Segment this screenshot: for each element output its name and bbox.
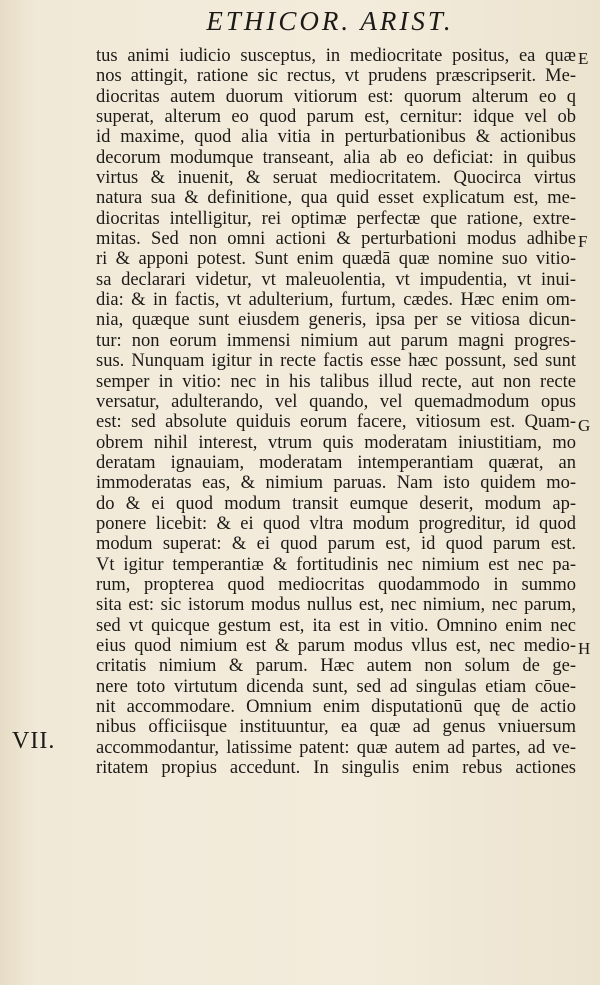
text-line: natura sua & definitione, qua quid esset explicatum est, me- bbox=[96, 188, 576, 209]
text-line: nibus officiisque instituuntur, ea quæ ad genus vniuersum bbox=[96, 717, 576, 738]
text-line: dia: & in factis, vt adulterium, furtum, cædes. Hæc enim om- bbox=[96, 290, 576, 311]
text-line: tus animi iudicio susceptus, in mediocritate positus, ea quæ bbox=[96, 46, 576, 66]
section-letter-h: H bbox=[578, 639, 591, 658]
text-line: obrem nihil interest, vtrum quis moderatam iniustitiam, mo bbox=[96, 432, 576, 453]
text-line: virtus & inuenit, & seruat mediocritatem. Quocirca virtus bbox=[96, 168, 576, 189]
text-line: id maxime, quod alia vitia in perturbationibus & actionibus bbox=[96, 127, 576, 148]
body-text bbox=[96, 46, 576, 778]
text-line: rum, propterea quod mediocritas quodammodo in summo bbox=[96, 574, 576, 595]
text-line: deratam ignauiam, moderatam intemperantiam quærat, an bbox=[96, 452, 576, 473]
text-line: ri & apponi potest. Sunt enim quædā quæ nomine suo vitio- bbox=[96, 249, 576, 270]
text-line: accommodantur, latissime patent: quæ autem ad partes, ad ve- bbox=[96, 737, 576, 758]
text-line: sa declarari videtur, vt maleuolentia, vt impudentia, vt inui- bbox=[96, 269, 576, 290]
section-letter-f: F bbox=[578, 232, 588, 251]
text-line: nit accommodare. Omnium enim disputationū quę de actio bbox=[96, 697, 576, 717]
text-line: nere toto virtutum dicenda sunt, sed ad singulas etiam cōue- bbox=[96, 676, 576, 697]
text-line: decorum modumque transeant, alia ab eo deficiat: in quibus bbox=[96, 147, 576, 168]
text-line: versatur, adulterando, vel quando, vel quemadmodum opus bbox=[96, 391, 576, 412]
text-line: modum superat: & ei quod parum est, id quod parum est. bbox=[96, 534, 576, 555]
text-line: sus. Nunquam igitur in recte factis esse hæc possunt, sed sunt bbox=[96, 351, 576, 372]
text-line: tur: non eorum immensi nimium aut parum magni progres- bbox=[96, 330, 576, 351]
text-line: nos attingit, ratione sic rectus, vt prudens præscripserit. Me- bbox=[96, 66, 576, 87]
section-letter-e: E bbox=[578, 49, 589, 68]
text-line: mitas. Sed non omni actioni & perturbationi modus adhibe bbox=[96, 229, 576, 250]
text-line: do & ei quod modum transit eumque deserit, modum ap- bbox=[96, 493, 576, 514]
running-header: ETHICOR. ARIST. bbox=[206, 6, 454, 36]
text-line: semper in vitio: nec in his talibus illud recte, aut non recte bbox=[96, 371, 576, 392]
text-line: sed vt quicque gestum est, ita est in vitio. Omnino enim nec bbox=[96, 615, 576, 636]
text-line: ponere licebit: & ei quod vltra modum progreditur, id quod bbox=[96, 513, 576, 534]
text-line: diocritas intelligitur, rei optimæ perfectæ que ratione, extre- bbox=[96, 208, 576, 229]
text-line: Vt igitur temperantiæ & fortitudinis nec nimium est nec pa- bbox=[96, 554, 576, 575]
text-line: sita est: sic istorum modus nullus est, nec nimium, nec parum, bbox=[96, 595, 576, 616]
text-line: critatis nimium & parum. Hæc autem non solum de ge- bbox=[96, 656, 576, 677]
text-line: nia, quæque sunt eiusdem generis, ipsa per se vitiosa dicun- bbox=[96, 310, 576, 331]
text-line: immoderatas eas, & nimium paruas. Nam isto quidem mo- bbox=[96, 473, 576, 494]
text-line: eius quod nimium est & parum modus vllus est, nec medio- bbox=[96, 635, 576, 656]
chapter-number-marginal: VII. bbox=[12, 728, 56, 754]
section-letter-g: G bbox=[578, 416, 591, 435]
text-line: ritatem propius accedunt. In singulis enim rebus actiones bbox=[96, 758, 576, 779]
text-line: est: sed absolute quiduis eorum facere, vitiosum est. Quam- bbox=[96, 412, 576, 433]
text-line: diocritas autem duorum vitiorum est: quorum alterum eo q bbox=[96, 86, 576, 107]
text-line: superat, alterum eo quod parum est, cernitur: idque vel ob bbox=[96, 107, 576, 128]
